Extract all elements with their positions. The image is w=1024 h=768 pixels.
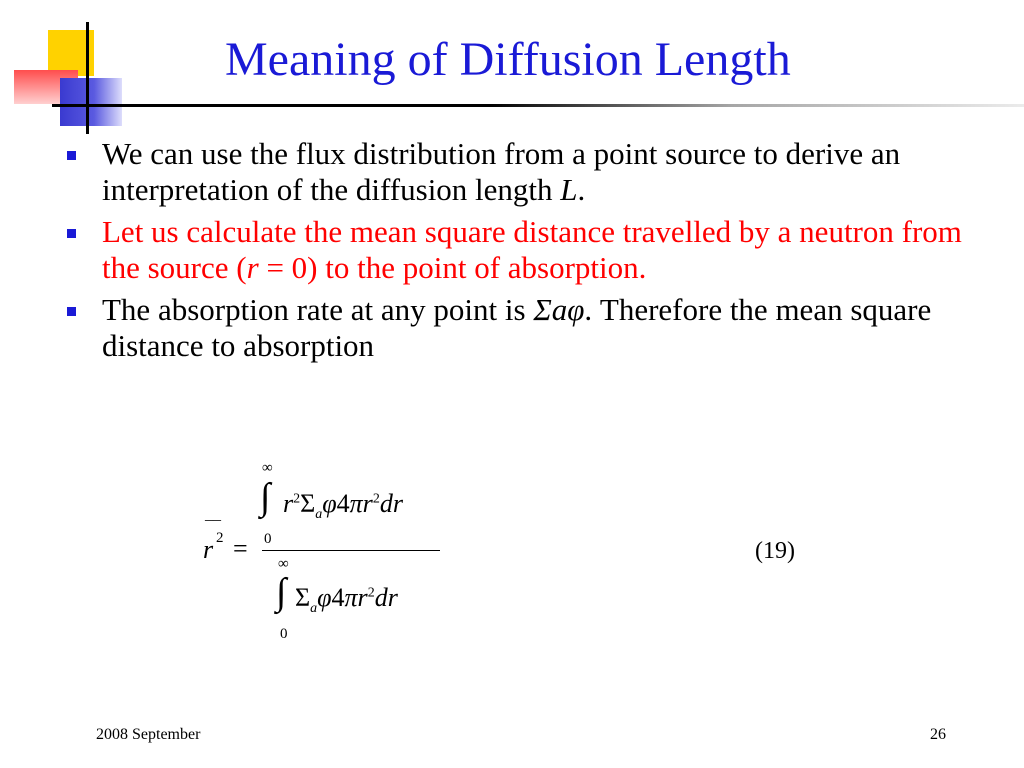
bullet-item-2 xyxy=(64,214,984,286)
title-underline xyxy=(52,104,1024,107)
footer-page-number: 26 xyxy=(930,726,946,743)
bullet-square-icon xyxy=(67,307,76,316)
den-integral-upper: ∞ xyxy=(278,556,289,572)
bullet-1-text: We can use the flux distribution from a point source to derive an interpretation of the diffusion length xyxy=(102,136,901,207)
bullet-list xyxy=(64,136,984,370)
denominator: $\Sigma_a\varphi 4\pi r^2dr$ xyxy=(295,583,398,617)
bullet-item-1 xyxy=(64,136,984,208)
bullet-1-tail: . xyxy=(577,172,586,207)
bullet-2-text: Let us calculate the mean square distance travelled by a neutron from the source ( xyxy=(102,214,962,285)
equation-number: (19) xyxy=(755,538,795,564)
bullet-3-tail: . Therefore the mean square distance to absorption xyxy=(102,292,932,363)
num-integral-sign: ∫ xyxy=(260,476,271,518)
bullet-2-symbol: r xyxy=(246,250,259,285)
eq-lhs-bar: __ xyxy=(205,506,221,523)
bullet-square-icon xyxy=(67,151,76,160)
bullet-item-3 xyxy=(64,292,984,364)
bullet-3-text: The absorption rate at any point is xyxy=(102,292,534,327)
bullet-square-icon xyxy=(67,229,76,238)
bullet-3-symbol: Σaφ xyxy=(533,292,585,327)
eq-lhs: r xyxy=(203,535,214,564)
den-integral-sign: ∫ xyxy=(276,571,287,613)
footer-date: 2008 September xyxy=(96,726,201,743)
logo-vertical-line xyxy=(86,22,89,134)
eq-equals: = xyxy=(233,534,248,563)
numerator: $r^2\Sigma_a\varphi 4\pi r^2dr$ xyxy=(283,489,403,523)
num-integral-upper: ∞ xyxy=(262,460,273,476)
num-integral-lower: 0 xyxy=(264,531,272,547)
fraction-bar xyxy=(262,550,440,551)
bullet-2-tail: = 0) to the point of absorption. xyxy=(258,250,647,285)
slide-title: Meaning of Diffusion Length xyxy=(225,33,791,86)
den-integral-lower: 0 xyxy=(280,626,288,642)
slide-logo xyxy=(0,0,140,140)
logo-blue-square xyxy=(60,78,122,126)
eq-lhs-power: 2 xyxy=(216,530,224,546)
bullet-1-symbol: L xyxy=(560,172,578,207)
